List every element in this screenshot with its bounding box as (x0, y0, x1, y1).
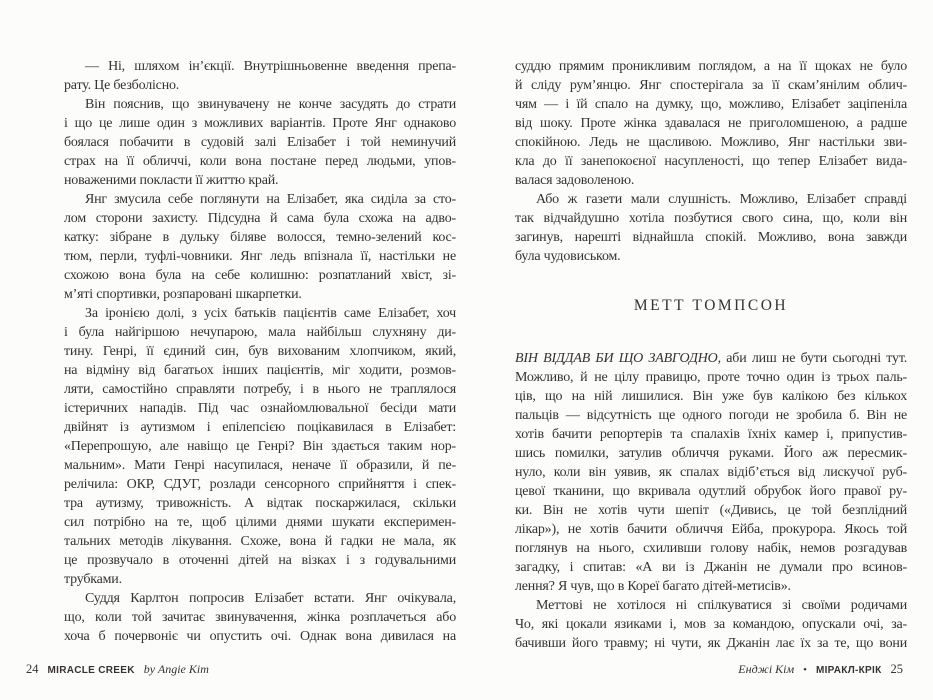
text-line: лікар»), не хотів бачити обличчя Ейба, прокурора. Якось той (515, 522, 907, 537)
text-line: новаженими покласти її життю край. (64, 173, 279, 188)
text-line: пальців — відсутність ще одного погоди не зробила б. Він не (515, 408, 907, 423)
text-line: Янг змусила себе поглянути на Елізабет, яка сиділа за сто- (85, 192, 456, 207)
text-line: двійнят із аутизмом і епілепсією поцікавилася в Елізабет: (64, 420, 456, 435)
text-line: Він пояснив, що звинувачену не конче засудять до страти (85, 97, 456, 112)
text-line: м’яті спортивки, розпаровані шкарпетки. (64, 287, 302, 302)
text-line: кла до її занепокоєної насупленості, що тепер Елізабет вида- (515, 154, 907, 169)
text-line: тальних методів лікування. Схоже, вона й гадки не мала, як (64, 534, 456, 549)
text-line: боялася побачити в судовій залі Елізабет і той неминучий (64, 135, 456, 150)
text-line: тюм, перли, туфлі-човники. Янг ледь впізнала її, настільки не (64, 249, 456, 264)
paragraph (64, 304, 456, 589)
text-line (515, 349, 907, 368)
text-line: Або ж газети мали слушність. Можливо, Елізабет справді (536, 192, 907, 207)
text-line: і була найгіршою нечупарою, мала найбільш слухняну ди- (64, 325, 456, 340)
text-line: тра аутизму, тривожність. А відтак поскаржилася, скільки (64, 496, 456, 511)
chapter-heading: МЕТТ ТОМПСОН (633, 297, 789, 314)
text-line: Меттові не хотілося ні спілкуватися зі своїми родичами (536, 598, 907, 613)
text-line: ляти, самостійно справляти потребу, і в нього не траплялося (64, 382, 456, 397)
left-page-number: 24 (26, 662, 39, 676)
text-line: що, коли той зачитає звинувачення, жінка розплачеться або (64, 610, 456, 625)
text-line: тину. Генрі, її єдиний син, був вихованим хлопчиком, який, (64, 344, 456, 359)
text-line: від шоку. Проте жінка здавалася не приголомшеною, а радше (515, 116, 907, 131)
paragraph (64, 589, 456, 646)
left-footer-book-title: MIRACLE CREEK (47, 665, 135, 676)
right-footer-author: Енджі Кім (738, 662, 795, 676)
text-line: трубками. (64, 572, 122, 587)
text-line: рату. Це безболісно. (64, 78, 180, 93)
text-line: так відчайдушно хотіла позбутися свого сина, що, коли він (515, 211, 907, 226)
text-line: хоча б почервоніє чи опустить очі. Однак вона дивилася на (64, 629, 456, 644)
paragraph (515, 57, 907, 190)
left-footer-byline: by Angie Kim (143, 662, 209, 676)
text-line: Можливо, й не цілу правицю, проте точно один із трьох паль- (515, 370, 907, 385)
text-line: сил потрібно на те, щоб цілими днями шукати експеримен- (64, 515, 456, 530)
text-line: релічила: ОКР, СДУГ, розлади сенсорного сприйняття і спек- (64, 477, 456, 492)
paragraph (64, 95, 456, 190)
right-page-text (515, 57, 907, 653)
text-line: схожою вона була на себе колишню: розпатланий хвіст, зі- (64, 268, 456, 283)
right-page-number: 25 (890, 662, 903, 676)
text-line: загинув, нарешті віднайшла спокій. Можливо, вона завжди (515, 230, 907, 245)
text-line: страх на її обличчі, коли вона постане перед людьми, упов- (64, 154, 456, 169)
right-footer-book-title: МІРАКЛ-КРІК (815, 665, 882, 676)
text-segment: аби лиш не бути сьогодні тут. (720, 351, 907, 366)
left-page-footer (23, 662, 212, 677)
text-line: ки. Він не хотів чути шепіт («Дивись, це той безплідний (515, 503, 907, 518)
text-line: поглянув на нього, схиливши голову набік, немов розгадував (515, 541, 907, 556)
text-line: лення? Я чув, що в Кореї багато дітей-метисів». (515, 579, 791, 594)
paragraph (515, 190, 907, 266)
text-line: мальним». Мати Генрі насупилася, неначе її образили, й пе- (64, 458, 456, 473)
text-line: нуло, коли він уявив, як спалах відіб’ється від лискучої руб- (515, 465, 907, 480)
text-line: суддю прямим проникливим поглядом, а на її щоках не було (515, 59, 907, 74)
text-line: валася задоволеною. (515, 173, 635, 188)
text-line: цевої тканини, що вкривала одутлий обрубок його правої ру- (515, 484, 907, 499)
text-line: бачивши його травму; ні чути, як Джанін лає їх за те, що вони (515, 636, 907, 651)
text-line: шись помилки, затулив обличчя руками. Його аж пересмик- (515, 446, 907, 461)
text-line: хотів бачити репортерів та спалахів їхніх камер і, припустив- (515, 427, 907, 442)
text-line: істеричних нападів. Під час ознайомлювальної бесіди мати (64, 401, 456, 416)
left-page-text (64, 57, 456, 646)
text-line: була чудовиськом. (515, 249, 621, 264)
text-line: катку: зібране в дульку біляве волосся, темно-зелений кос- (64, 230, 456, 245)
text-line: Суддя Карлтон попросив Елізабет встати. Янг очікувала, (85, 591, 456, 606)
right-page-intro (515, 57, 907, 266)
text-line: лом сторони захисту. Підсудна й сама була схожа на адво- (64, 211, 456, 226)
right-page-chapter (515, 349, 907, 653)
text-line: це прозвучало в оточенні дітей на візках і з годувальними (64, 553, 456, 568)
text-line: і що це лише один з можливих варіантів. Проте Янг однаково (64, 116, 456, 131)
right-page-footer (735, 662, 906, 677)
text-line: — Ні, шляхом ін’єкції. Внутрішньовенне введення препа- (85, 59, 456, 74)
paragraph (64, 57, 456, 95)
text-line: й сліду рум’янцю. Янг спостерігала за її скам’янілим облич- (515, 78, 907, 93)
text-line: За іронією долі, з усіх батьків пацієнтів саме Елізабет, хоч (85, 306, 456, 321)
italic-lead: ВІН ВІДДАВ БИ ЩО ЗАВГОДНО, (515, 351, 721, 366)
text-line: «Перепрошую, але навіщо це Генрі? Він здається таким нор- (64, 439, 456, 454)
text-line: загадку, і спитав: «А ви із Джанін не думали про всинов- (515, 560, 907, 575)
paragraph (515, 596, 907, 653)
paragraph (64, 190, 456, 304)
bullet-separator-icon: • (803, 664, 807, 676)
text-line: ців, що на ній лишилися. Він уже був калікою без кількох (515, 389, 907, 404)
text-line: чям — і їй спало на думку, що, можливо, Елізабет заціпеніла (515, 97, 907, 112)
text-line: спокійною. Ледь не щасливою. Можливо, Янг настільки зви- (515, 135, 907, 150)
text-line: на відміну від багатьох інших пацієнтів, міг ходити, розмов- (64, 363, 456, 378)
paragraph (515, 349, 907, 596)
text-line: Чо, які цокали язиками і, мов за командою, опускали очі, за- (515, 617, 907, 632)
